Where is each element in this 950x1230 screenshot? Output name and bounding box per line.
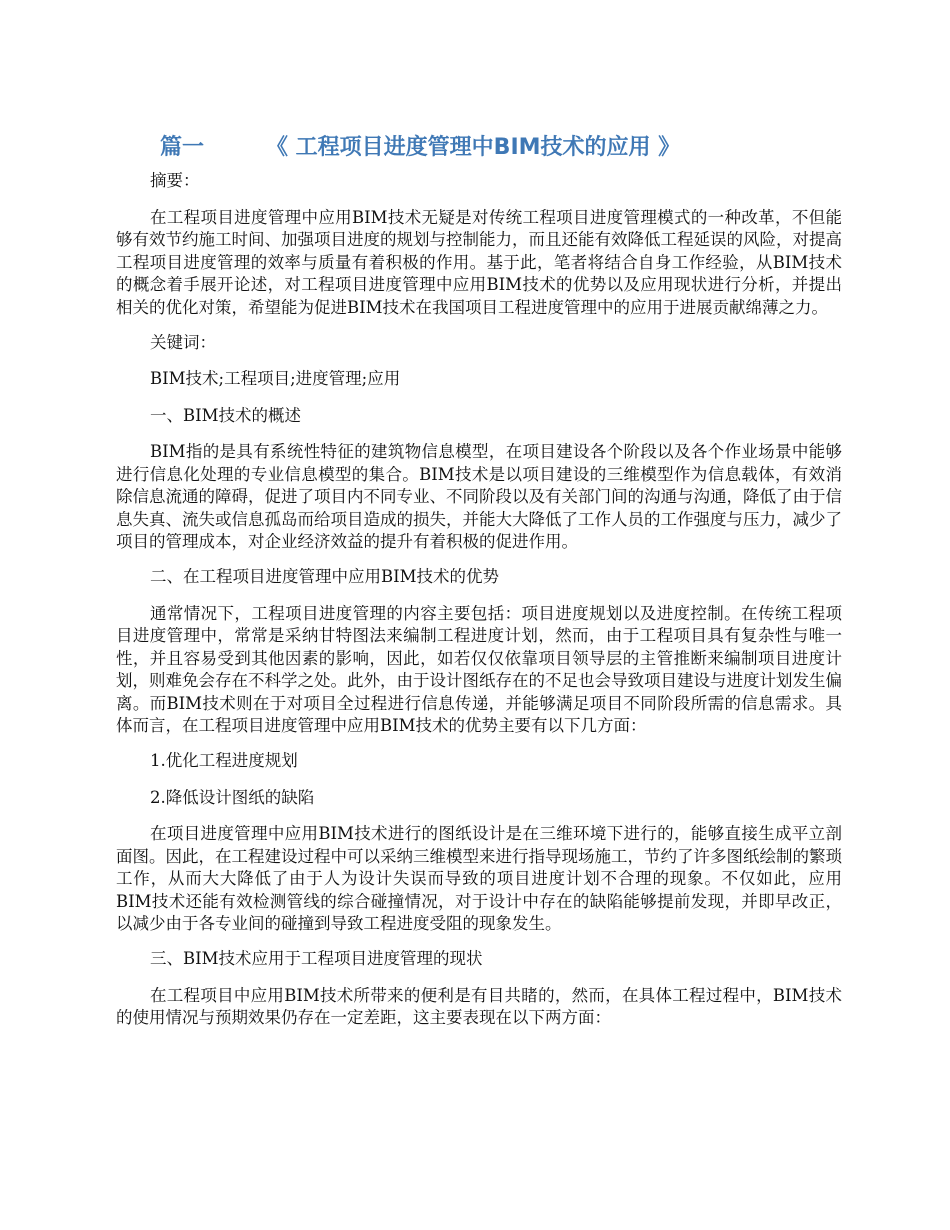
subheading-1: 1.优化工程进度规划 — [150, 751, 298, 770]
body-paragraph: 在项目进度管理中应用BIM技术进行的图纸设计是在三维环境下进行的，能够直接生成平立剖面图。因此，在工程建设过程中可以采纳三维模型来进行指导现场施工，节约了许多图纸绘制的繁琐工作，从而大大降低了由于人为设计失误而导致的项目进度计划不合理的现象。不仅如此，应用BIM技术还能有效检测管线的综合碰撞情况，对于设计中存在的缺陷能够提前发现，并即早改正，以减少由于各专业间的碰撞到导致工程进度受阻的现象发生。 — [116, 824, 842, 933]
section-heading-3: 三、BIM技术应用于工程项目进度管理的现状 — [150, 949, 483, 968]
body-paragraph: 在工程项目中应用BIM技术所带来的便利是有目共睹的，然而，在具体工程过程中，BIM技术的使用情况与预期效果仍存在一定差距，这主要表现在以下两方面： — [116, 985, 842, 1027]
title-prefix: 篇一 — [160, 135, 205, 160]
section-heading-2: 二、在工程项目进度管理中应用BIM技术的优势 — [150, 567, 500, 586]
abstract-label: 摘要： — [150, 171, 200, 190]
subheading-2: 2.降低设计图纸的缺陷 — [150, 787, 315, 807]
section-heading-1: 一、BIM技术的概述 — [150, 405, 302, 425]
document-title — [160, 130, 680, 161]
body-paragraph: 通常情况下，工程项目进度管理的内容主要包括：项目进度规划以及进度控制。在传统工程项目进度管理中，常常是采纳甘特图法来编制工程进度计划，然而，由于工程项目具有复杂性与唯一性，并且容易受到其他因素的影响，因此，如若仅仅依靠项目领导层的主管推断来编制项目进度计划，则难免会存在不科学之处。此外，由于设计图纸存在的不足也会导致项目建设与进度计划发生偏离。而BIM技术则在于对项目全过程进行信息传递，并能够满足项目不同阶段所需的信息需求。具体而言，在工程项目进度管理中应用BIM技术的优势主要有以下几方面： — [116, 603, 842, 735]
keywords-label: 关键词： — [150, 332, 216, 352]
body-paragraph: BIM指的是具有系统性特征的建筑物信息模型，在项目建设各个阶段以及各个作业场景中能够进行信息化处理的专业信息模型的集合。BIM技术是以项目建设的三维模型作为信息载体，有效消除信息流通的障碍，促进了项目内不同专业、不同阶段以及有关部门间的沟通与沟通，降低了由于信息失真、流失或信息孤岛而给项目造成的损失，并能大大降低了工作人员的工作强度与压力，减少了项目的管理成本，对企业经济效益的提升有着积极的促进作用。 — [116, 442, 842, 551]
document-body — [116, 170, 842, 1042]
keywords-text: BIM技术;工程项目;进度管理;应用 — [150, 369, 401, 388]
abstract-paragraph: 在工程项目进度管理中应用BIM技术无疑是对传统工程项目进度管理模式的一种改革，不但能够有效节约施工时间、加强项目进度的规划与控制能力，而且还能有效降低工程延误的风险，对提高工程项目进度管理的效率与质量有着积极的作用。基于此，笔者将结合自身工作经验，从BIM技术的概念着手展开论述，对工程项目进度管理中应用BIM技术的优势以及应用现状进行分析，并提出相关的优化对策，希望能为促进BIM技术在我国项目工程进度管理中的应用于进展贡献绵薄之力。 — [116, 207, 842, 317]
title-text: 《 工程项目进度管理中BIM技术的应用 》 — [266, 135, 681, 160]
